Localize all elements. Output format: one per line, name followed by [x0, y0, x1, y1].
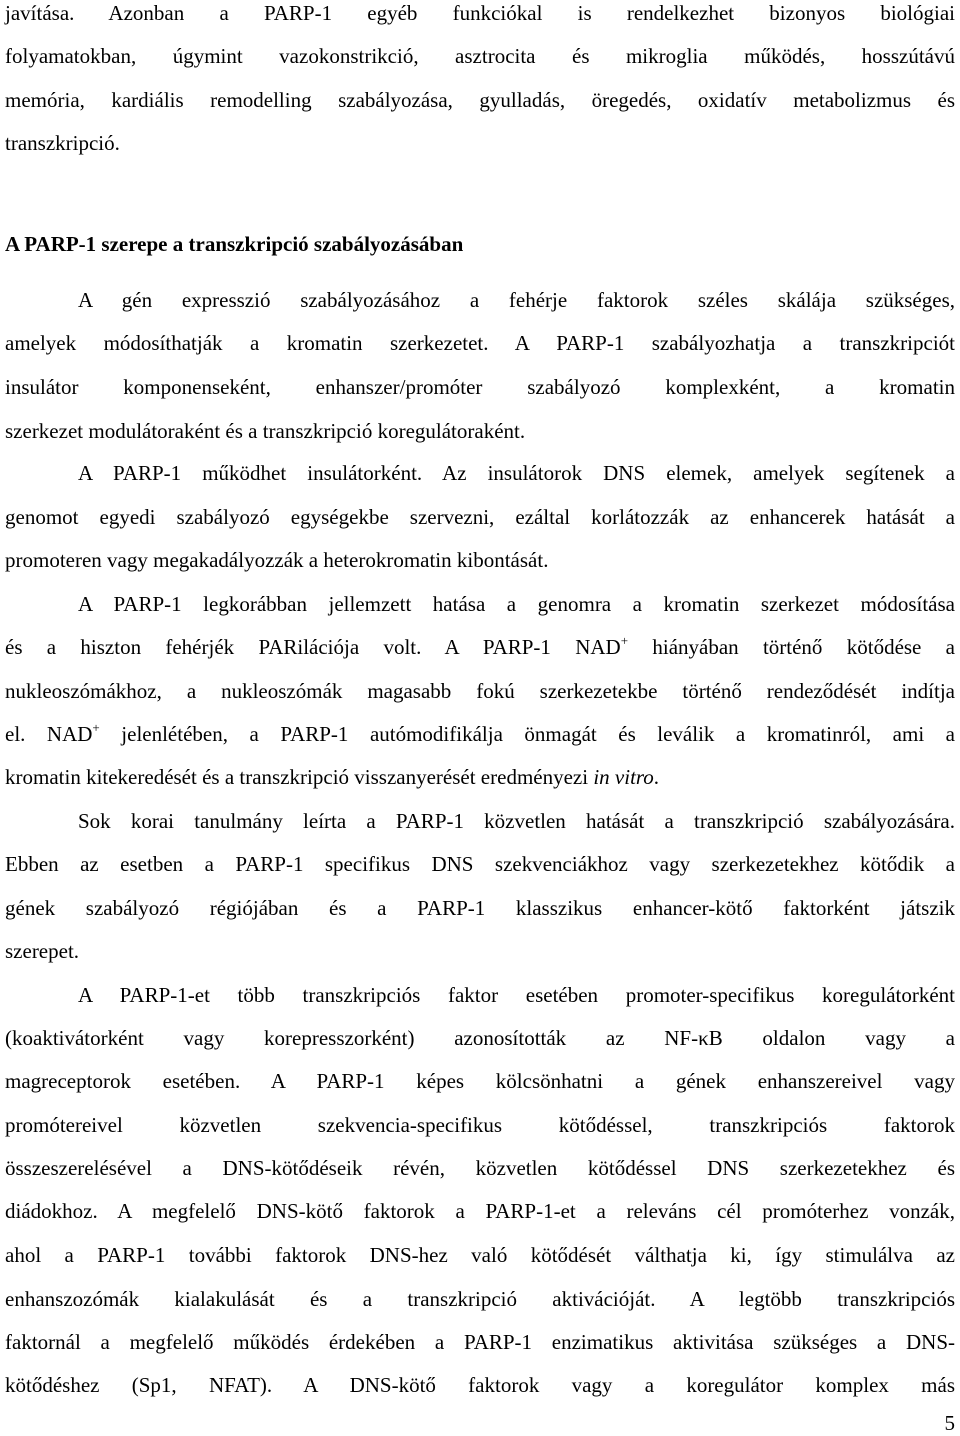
italic-text: in vitro [593, 765, 654, 789]
text-segment: kromatin kitekeredését és a transzkripció visszanyerését eredményezi [5, 765, 594, 789]
superscript: + [620, 633, 629, 648]
text-line: genomot egyedi szabályozó egységekbe szervezni, ezáltal korlátozzák az enhancerek hatását a [5, 505, 955, 529]
text-segment: hiányában történő kötődése a [628, 635, 955, 659]
text-line: (koaktivátorként vagy korepresszorként) azonosították az NF-κB oldalon vagy a [5, 1026, 955, 1050]
text-line [5, 719, 955, 749]
text-line: gének szabályozó régiójában és a PARP-1 klasszikus enhancer-kötő faktorként játszik [5, 896, 955, 920]
text-line [5, 632, 955, 662]
text-line: nukleoszómákhoz, a nukleoszómák magasabb fokú szerkezetekbe történő rendeződését indítja [5, 679, 955, 703]
text-line: amelyek módosíthatják a kromatin szerkezetet. A PARP-1 szabályozhatja a transzkripciót [5, 331, 955, 355]
text-line: memória, kardiális remodelling szabályozása, gyulladás, öregedés, oxidatív metabolizmus és [5, 88, 955, 112]
text-line: Sok korai tanulmány leírta a PARP-1 közvetlen hatását a transzkripció szabályozására. [78, 809, 955, 833]
text-segment: és a hiszton fehérjék PARilációja volt. A PARP-1 NAD [5, 635, 621, 659]
text-line: szerkezet modulátoraként és a transzkripció koregulátoraként. [5, 419, 526, 443]
text-line: javítása. Azonban a PARP-1 egyéb funkciókal is rendelkezhet bizonyos biológiai [5, 1, 955, 25]
text-line: összeszerelésével a DNS-kötődéseik révén, közvetlen kötődéssel DNS szerkezetekhez és [5, 1156, 955, 1180]
text-line: magreceptorok esetében. A PARP-1 képes kölcsönhatni a gének enhanszereivel vagy [5, 1069, 955, 1093]
text-line: ahol a PARP-1 további faktorok DNS-hez való kötődését válthatja ki, így stimulálva az [5, 1243, 955, 1267]
text-line: promoteren vagy megakadályozzák a heterokromatin kibontását. [5, 548, 549, 572]
text-line: insulátor komponenseként, enhanszer/promóter szabályozó komplexként, a kromatin [5, 375, 955, 399]
section-heading: A PARP-1 szerepe a transzkripció szabályozásában [5, 232, 464, 256]
text-line: folyamatokban, úgymint vazokonstrikció, asztrocita és mikroglia működés, hosszútávú [5, 44, 955, 68]
text-line [5, 762, 955, 792]
text-line: enhanszozómák kialakulását és a transzkripció aktivációját. A legtöbb transzkripciós [5, 1287, 955, 1311]
page-number: 5 [944, 1411, 955, 1435]
text-line: Ebben az esetben a PARP-1 specifikus DNS szekvenciákhoz vagy szerkezetekhez kötődik a [5, 852, 955, 876]
text-line: transzkripció. [5, 131, 120, 155]
text-segment: el. NAD [5, 722, 93, 746]
text-segment: jelenlétében, a PARP-1 autómodifikálja önmagát és leválik a kromatinról, ami a [99, 722, 955, 746]
text-line: diádokhoz. A megfelelő DNS-kötő faktorok a PARP-1-et a releváns cél promóterhez vonzák, [5, 1199, 955, 1223]
text-line: A gén expresszió szabályozásához a fehérje faktorok széles skálája szükséges, [78, 288, 955, 312]
superscript: + [92, 720, 100, 735]
text-line: szerepet. [5, 939, 80, 963]
text-line: A PARP-1 működhet insulátorként. Az insulátorok DNS elemek, amelyek segítenek a [78, 461, 955, 485]
text-line: A PARP-1-et több transzkripciós faktor esetében promoter-specifikus koregulátorként [78, 983, 955, 1007]
text-line: A PARP-1 legkorábban jellemzett hatása a genomra a kromatin szerkezet módosítása [78, 592, 955, 616]
text-line: faktornál a megfelelő működés érdekében a PARP-1 enzimatikus aktivitása szükséges a DNS- [5, 1330, 955, 1354]
text-line: kötődéshez (Sp1, NFAT). A DNS-kötő faktorok vagy a koregulátor komplex más [5, 1373, 955, 1397]
text-segment: . [653, 765, 660, 789]
text-line: promótereivel közvetlen szekvencia-specifikus kötődéssel, transzkripciós faktorok [5, 1113, 955, 1137]
